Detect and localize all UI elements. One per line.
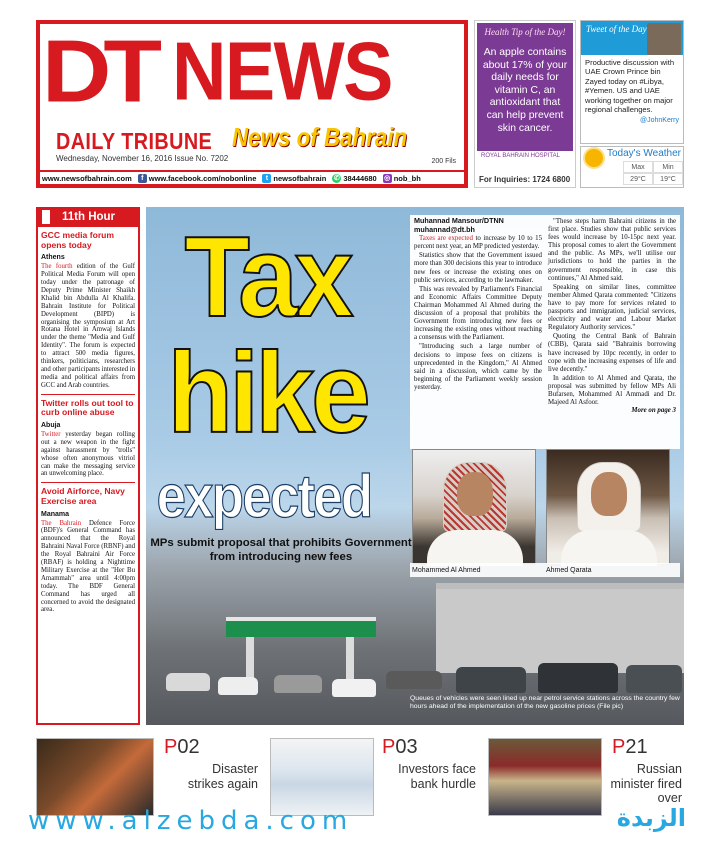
link-facebook[interactable] xyxy=(138,174,257,183)
page-number: 03 xyxy=(395,736,418,758)
page-number: 02 xyxy=(177,736,200,758)
car xyxy=(166,673,210,691)
portrait-mohammed-al-ahmed xyxy=(412,449,536,565)
sidebar-story[interactable] xyxy=(38,487,138,614)
whatsapp-link-text[interactable]: 38444680 xyxy=(343,173,377,183)
headline-tax[interactable]: Tax xyxy=(184,214,350,341)
thobe xyxy=(561,530,657,566)
article-paragraph: Speaking on similar lines, committee member Ahmed Qarata commented: "Citizens have to pay more for services related to passports and immigration, judicial services, electricity and water and Labour Market Regulatory Authority services." xyxy=(548,283,676,332)
story-text: yesterday began rolling out a new weapon in the fight against harassment by "trolls" whose often anonymous vitriol can make the messaging service an unwelcoming place. xyxy=(41,430,135,478)
tweet-title: Tweet of the Day xyxy=(586,24,647,34)
car xyxy=(274,675,322,693)
lead-story xyxy=(146,207,684,725)
story-headline[interactable]: Avoid Airforce, Navy Exercise area xyxy=(41,486,125,506)
story-dateline: Abuja xyxy=(41,421,61,429)
weather-max-value: 29°C xyxy=(623,173,653,185)
story-body xyxy=(41,431,135,478)
headline-expected[interactable]: expected xyxy=(156,463,372,530)
face xyxy=(591,472,627,516)
page-prefix: P xyxy=(612,736,626,758)
story-lead: The Bahrain xyxy=(41,519,82,527)
teaser-page-number xyxy=(382,736,418,758)
teaser-page-number xyxy=(164,736,200,758)
link-twitter[interactable] xyxy=(262,174,326,183)
page-number: 21 xyxy=(625,736,648,758)
article-column-1 xyxy=(414,217,542,447)
headline-hike[interactable]: hike xyxy=(167,330,367,457)
masthead-inner xyxy=(40,24,464,170)
teaser-page-number xyxy=(612,736,648,758)
facebook-link-text[interactable]: www.facebook.com/nobonline xyxy=(148,173,257,183)
tweet-body: Productive discussion with UAE Crown Prince bin Zayed today on #Libya, #Yemen. US and UAE working together on major regional challenges. xyxy=(585,58,675,115)
weather-min-label: Min xyxy=(653,161,683,173)
article-paragraph: Statistics show that the Government issued more than 300 decisions this year to introduce new fees or increase the existing ones on public services, according to the lawmaker. xyxy=(414,252,542,284)
face xyxy=(457,472,493,516)
link-website[interactable] xyxy=(42,174,132,183)
tweet-header xyxy=(581,21,683,55)
divider xyxy=(41,394,135,395)
car xyxy=(218,677,258,695)
health-tip-box xyxy=(474,20,576,188)
health-tip-inquiries: For Inquiries: 1724 6800 xyxy=(479,175,571,184)
article-paragraph: Quoting the Central Bank of Bahrain (CBB), Qarata said "Bahrainis borrowing have increased by 10pc recently, in order to cope with the increasing expenses of life and live decently." xyxy=(548,333,676,373)
teaser-image xyxy=(36,738,154,816)
portrait-ahmed-qarata xyxy=(546,449,670,565)
tweet-handle[interactable]: @JohnKerry xyxy=(639,117,679,125)
sidebar-story[interactable] xyxy=(38,231,138,395)
weather-title: Today's Weather xyxy=(607,148,681,159)
weather-max-label: Max xyxy=(623,161,653,173)
tweet-of-the-day xyxy=(580,20,684,144)
instagram-icon: ◎ xyxy=(384,174,391,182)
facebook-icon: f xyxy=(138,174,147,183)
twitter-link-text[interactable]: newsofbahrain xyxy=(273,173,327,183)
story-text: Defence Force (BDF)'s General Command has announced that the Royal Bahraini Naval Force (RBNF) and the Royal Bahraini Air Force (RBAF) is holding a Nighttime Military Exercise at the "Her Bu Amammah" area until 4:00pm today. The BDF General Command has urged all concerned to avoid the designated area. xyxy=(41,519,136,614)
article-paragraph: "These steps harm Bahraini citizens in the first place. Studies show that public services fees would increase by 10-15pc next year. This proposal comes to alert the Government and the public. As MPs, we'll utilise our jurisdictions to hold the parties in the government responsible, in case this continues," Al Ahmed said. xyxy=(548,218,676,282)
byline: Muhannad Mansour/DTNN xyxy=(414,216,504,225)
twitter-icon: t xyxy=(262,174,271,183)
station-pillar xyxy=(346,637,354,683)
weather-box xyxy=(580,146,684,188)
link-whatsapp[interactable] xyxy=(332,174,376,183)
masthead-title: NEWS xyxy=(172,25,392,118)
story-lead: The fourth xyxy=(41,263,73,271)
teaser-image xyxy=(270,738,374,816)
story-dateline: Manama xyxy=(41,510,70,518)
sidebar-story[interactable] xyxy=(38,399,138,484)
teaser-image xyxy=(488,738,602,816)
watermark-logo: الزبدة xyxy=(616,804,686,832)
article-paragraph: In addition to Al Ahmed and Qarata, the proposal was submitted by fellow MPs Ali Bufarsen, Mohammed Al Ammadi and Dr. Majeed Al Asfoor. xyxy=(548,374,676,407)
weather-min-value: 19°C xyxy=(653,173,683,185)
story-headline[interactable]: Twitter rolls out tool to curb online abuse xyxy=(41,397,134,418)
hospital-logo: ROYAL BAHRAIN HOSPITAL xyxy=(481,153,560,159)
weather-grid xyxy=(623,161,683,185)
health-tip-body: An apple contains about 17% of your daily needs for vitamin C, an antioxidant that can help prevent skin cancer. xyxy=(482,47,568,134)
teaser-headline[interactable]: Russian minister fired over xyxy=(610,762,682,805)
teaser-headline[interactable]: Investors face bank hurdle xyxy=(398,762,476,791)
more-on-page-link[interactable]: More on page 3 xyxy=(631,407,676,415)
page-prefix: P xyxy=(382,736,396,758)
watermark-url: www.alzebda.com xyxy=(28,806,354,836)
divider xyxy=(41,482,135,483)
article-text xyxy=(410,215,680,449)
story-body xyxy=(41,263,135,390)
petrol-station-canopy xyxy=(226,617,376,637)
masthead xyxy=(36,20,468,188)
dt-logo: DT xyxy=(42,22,154,121)
tweet-author-photo xyxy=(647,23,681,55)
background-building xyxy=(436,583,684,673)
car xyxy=(386,671,442,689)
instagram-link-text[interactable]: nob_bh xyxy=(393,173,421,183)
health-tip-title: Health Tip of the Day! xyxy=(484,27,566,37)
story-lead: Twitter xyxy=(41,430,61,438)
eleventh-hour-sidebar xyxy=(36,207,140,725)
price: 200 Fils xyxy=(431,158,456,165)
car xyxy=(332,679,376,697)
page-prefix: P xyxy=(164,736,178,758)
link-instagram[interactable] xyxy=(383,174,421,183)
story-dateline: Athens xyxy=(41,254,65,262)
masthead-links xyxy=(40,172,464,184)
article-paragraph: "Introducing such a large number of decisions to impose fees on citizens is unprecedented in the Kingdom," Al Ahmed said in a discussion, which came by the beginning of the Parliament weekly session yesterday. xyxy=(414,343,542,391)
portrait-caption: Mohammed Al Ahmed xyxy=(412,567,481,574)
teaser-headline[interactable]: Disaster strikes again xyxy=(187,762,258,791)
article-paragraph xyxy=(414,235,542,251)
thobe xyxy=(427,530,523,566)
masthead-subtitle: DAILY TRIBUNE xyxy=(56,128,213,154)
portrait-caption: Ahmed Qarata xyxy=(546,567,592,574)
story-body xyxy=(41,520,135,615)
car xyxy=(456,667,526,693)
health-tip-panel xyxy=(477,23,573,151)
article-column-2 xyxy=(548,217,676,447)
story-deck: MPs submit proposal that prohibits Government from introducing new fees xyxy=(150,537,412,563)
story-text: edition of the Gulf Political Media Forum will open today under the patronage of Deputy Prime Minister Shaikh Khalid bin Abdulla Al Khalifa. Bahrain Institute for Political Development (BIPD) is organising the symposium at Art Rotana Hotel in Amwaj Islands under the theme "Media and Gulf Identity". The forum is expected to attract 500 media figures, thinkers, politicians, researchers and other participants interested in media and political affairs from GCC and Arab countries. xyxy=(41,263,135,389)
story-headline[interactable]: GCC media forum opens today xyxy=(41,230,115,250)
paragraph-text: to increase by 10 to 15 percent next year, an MP predicted yesterday. xyxy=(414,235,543,251)
website-link-text[interactable]: www.newsofbahrain.com xyxy=(42,173,132,183)
byline-email[interactable]: muhannad@dt.bh xyxy=(414,224,475,234)
masthead-tagline: News of Bahrain xyxy=(232,122,408,152)
issue-line: Wednesday, November 16, 2016 Issue No. 7202 xyxy=(56,154,229,163)
sun-icon xyxy=(585,149,603,167)
car xyxy=(626,665,682,693)
photo-caption: Queues of vehicles were seen lined up near petrol service stations across the country few hours ahead of the implementation of the new gasoline prices (File pic) xyxy=(410,695,680,710)
sidebar-header: 11th Hour xyxy=(38,207,138,227)
whatsapp-icon: ✆ xyxy=(333,174,340,182)
article-lead: Taxes are expected xyxy=(419,235,473,243)
car xyxy=(538,663,618,693)
article-paragraph: This was revealed by Parliament's Financial and Economic Affairs Committee Deputy Chairman Mohammed Al Ahmed during the discussion of a proposal that prohibits the Government from introducing new fees or increasing the existing ones without reaching a consensus with the Parliament. xyxy=(414,285,542,342)
